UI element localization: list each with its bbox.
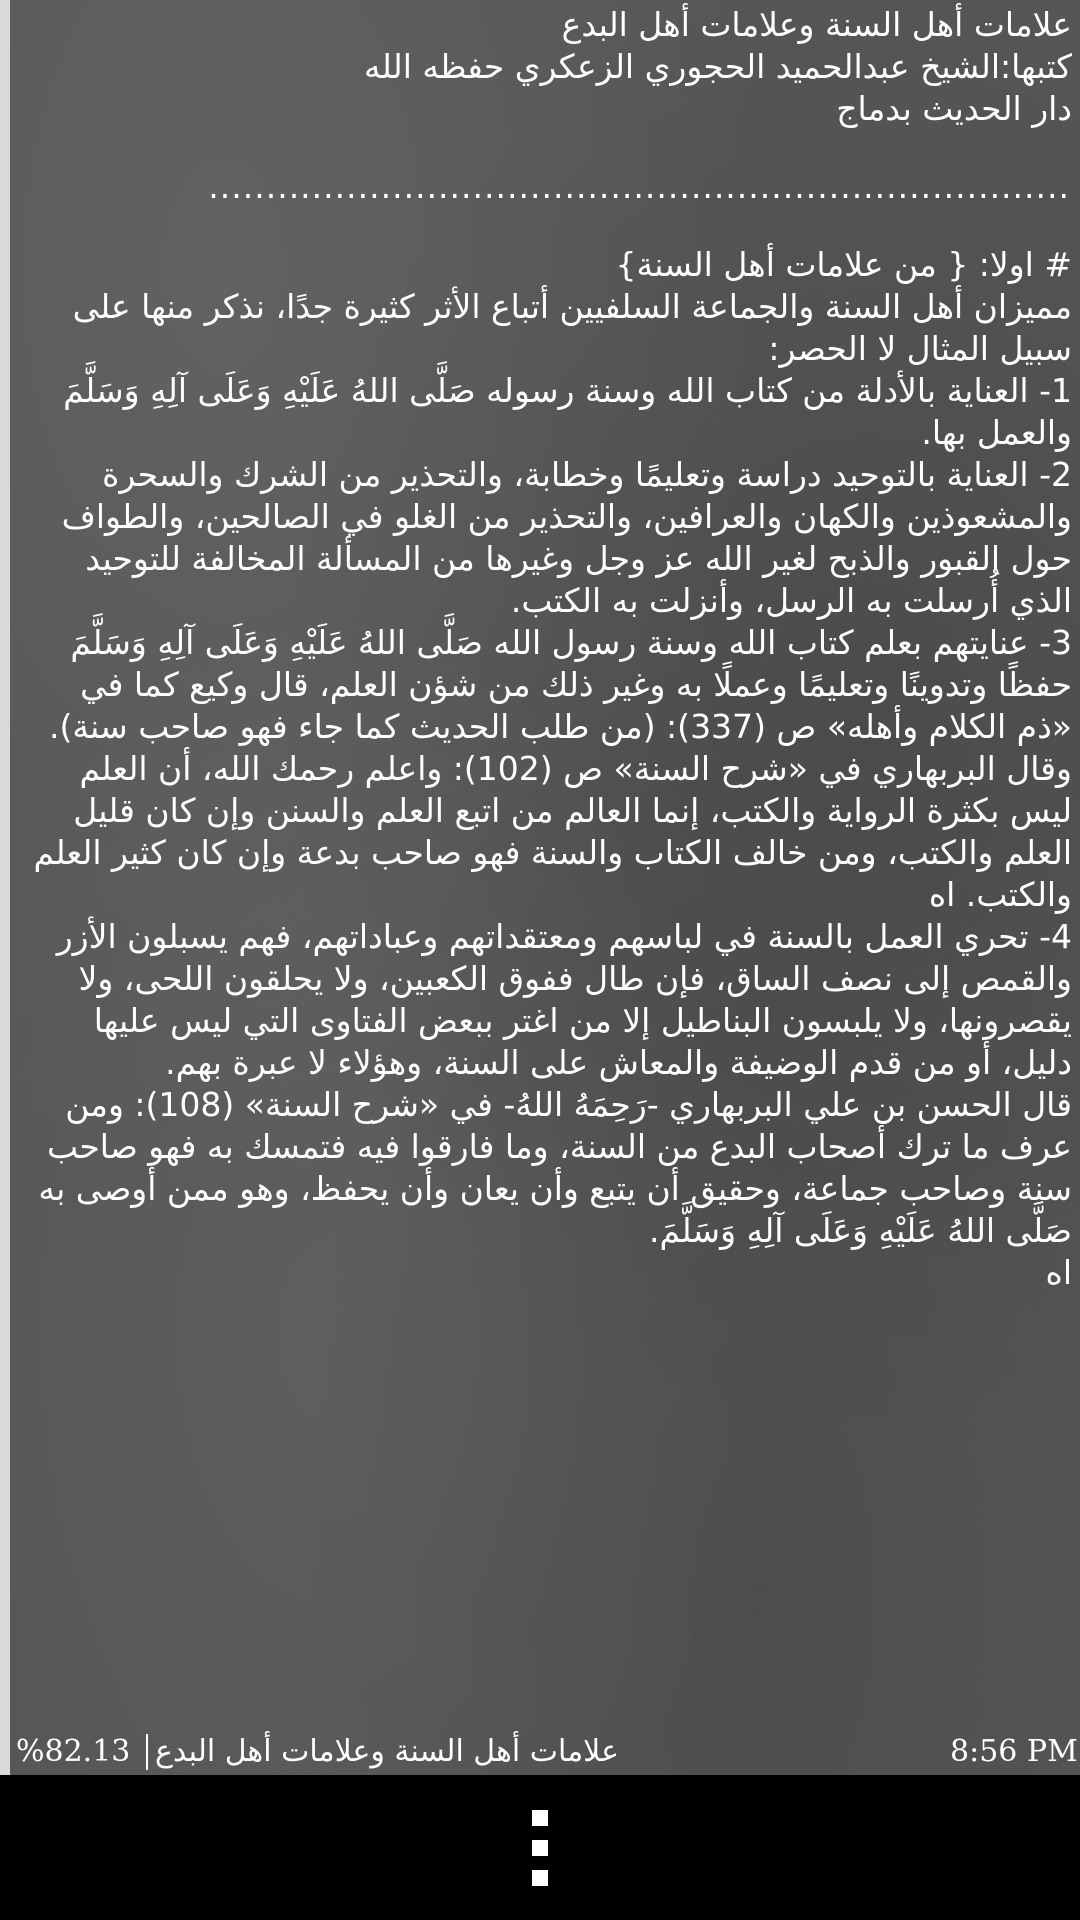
overflow-menu-button[interactable]: [516, 1806, 564, 1890]
paragraph-hasan-quote: قال الحسن بن علي البربهاري -رَحِمَهُ اللهُ- في «شرح السنة» (108): ومن عرف ما ترك أصحاب البدع من السنة، وما فارقوا فيه فتمسك به فهو صاحب سنة وصاحب جماعة، وحقيق أن يتبع وأن يعان وأن يحفظ، وهو ممن أوصى به صَلَّى اللهُ عَلَيْهِ وَعَلَى آلِهِ وَسَلَّمَ.: [38, 1085, 1072, 1250]
dotted-divider: ...........................................................................: [208, 167, 1070, 206]
reader-page[interactable]: [10, 0, 1080, 1775]
book-title-line: علامات أهل السنة وعلامات أهل البدع: [561, 5, 1072, 44]
reading-progress: %82.13: [16, 1734, 131, 1769]
book-content: [30, 4, 1072, 1294]
menu-dot-bottom: [532, 1870, 548, 1886]
status-time: 8:56 PM: [950, 1734, 1078, 1769]
book-author-line: كتبها:الشيخ عبدالحميد الحجوري الزعكري حفظه الله: [364, 47, 1072, 86]
menu-dot-top: [532, 1810, 548, 1826]
navigation-bar: [0, 1776, 1080, 1920]
paragraph-end-mark: اه: [1045, 1253, 1072, 1292]
book-header: [30, 4, 1072, 130]
paragraph-1: 1- العناية بالأدلة من كتاب الله وسنة رسوله صَلَّى اللهُ عَلَيْهِ وَعَلَى آلِهِ وَسَلَّمَ والعمل بها.: [63, 371, 1072, 452]
left-edge-strip: [0, 0, 10, 1775]
status-book-title: علامات أهل السنة وعلامات أهل البدع: [155, 1734, 619, 1769]
paragraph-2: 2- العناية بالتوحيد دراسة وتعليمًا وخطابة، والتحذير من الشرك والسحرة والمشعوذين والكهان والعرافين، والتحذير من الغلو في الصالحين، والطواف حول القبور والذبح لغير الله عز وجل وغيرها من المسألة المخالفة للتوحيد الذي أُرسلت به الرسل، وأنزلت به الكتب.: [61, 455, 1072, 620]
paragraph-intro: مميزان أهل السنة والجماعة السلفيين أتباع الأثر كثيرة جدًا، نذكر منها على سبيل المثال لا الحصر:: [72, 287, 1072, 368]
reader-status-bar: [10, 1730, 1078, 1774]
section-heading: # اولا: { من علامات أهل السنة}: [615, 245, 1072, 284]
paragraph-3: 3- عنايتهم بعلم كتاب الله وسنة رسول الله صَلَّى اللهُ عَلَيْهِ وَعَلَى آلِهِ وَسَلَّمَ حفظًا وتدوينًا وتعليمًا وعملًا به وغير ذلك من شؤن العلم، قال وكيع كما في «ذم الكلام وأهله» ص (337): (من طلب الحديث كما جاء فهو صاحب سنة).: [49, 623, 1072, 746]
status-separator: [146, 1734, 148, 1770]
paragraph-4: 4- تحري العمل بالسنة في لباسهم ومعتقداتهم وعباداتهم، فهم يسبلون الأزر والقمص إلى نصف الساق، فإن طال ففوق الكعبين، ولا يحلقون اللحى، ولا يقصرونها، ولا يلبسون البناطيل إلا من اغتر ببعض الفتاوى التي ليس عليها دليل، أو من قدم الوضيفة والمعاش على السنة، وهؤلاء لا عبرة بهم.: [56, 917, 1072, 1082]
menu-dot-middle: [532, 1840, 548, 1856]
book-place-line: دار الحديث بدماج: [836, 89, 1072, 128]
paragraph-barbahari-quote: وقال البربهاري في «شرح السنة» ص (102): واعلم رحمك الله، أن العلم ليس بكثرة الرواية والكتب، إنما العالم من اتبع العلم والسنن وإن كان قليل العلم والكتب، ومن خالف الكتاب والسنة فهو صاحب بدعة وإن كان كثير العلم والكتب. اه: [33, 749, 1072, 914]
